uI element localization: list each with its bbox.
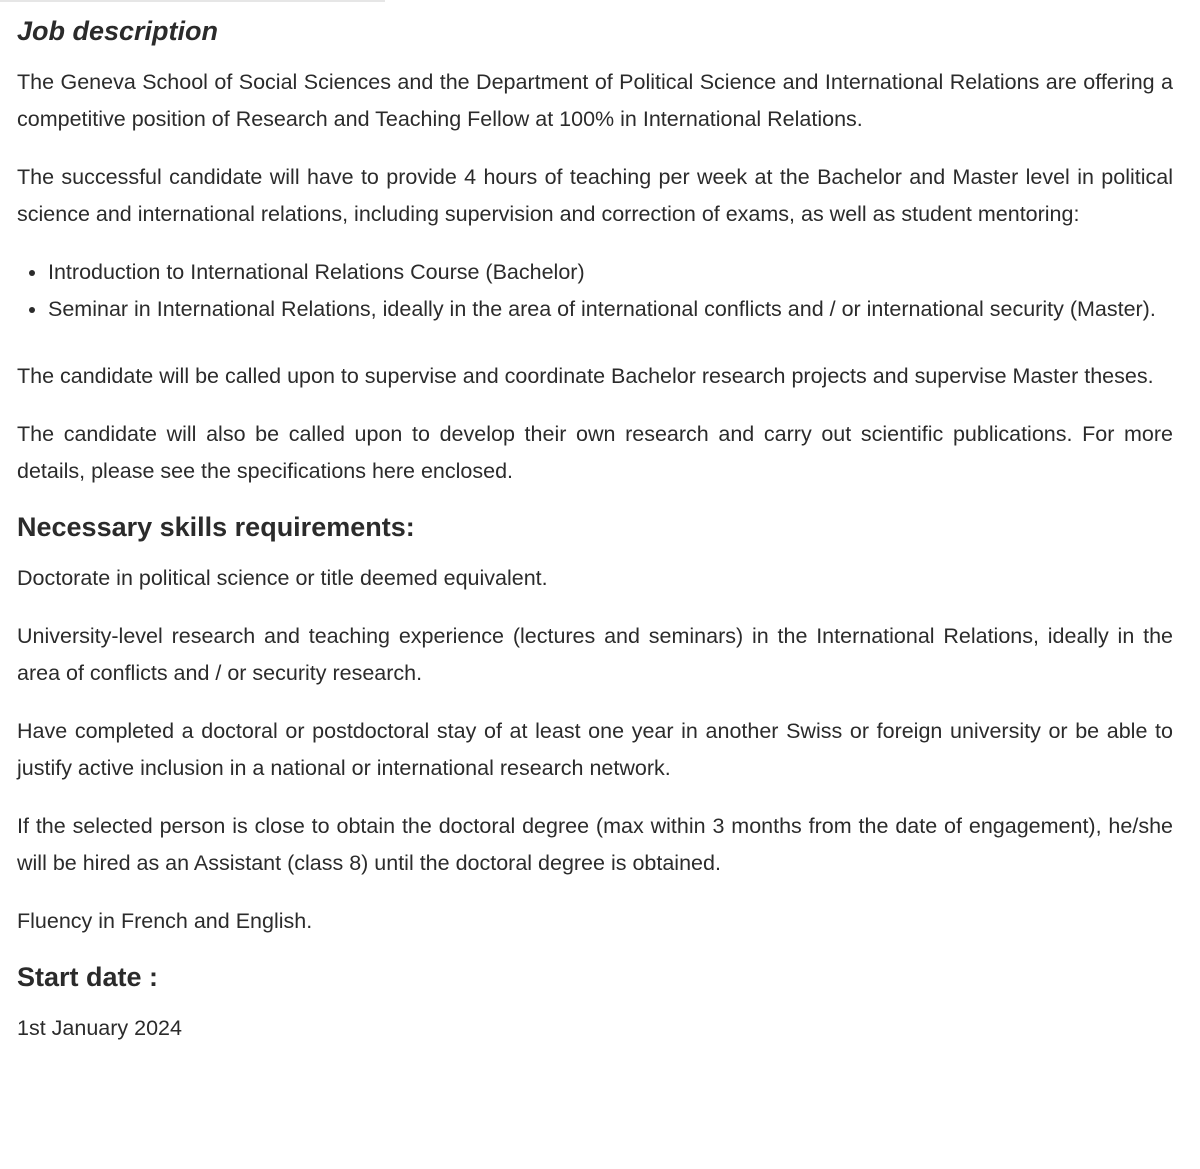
skill-mobility: Have completed a doctoral or postdoctoral stay of at least one year in another Swiss or foreign university or be able to justify active inclusion in a national or international research network. bbox=[17, 719, 1173, 780]
skills-heading: Necessary skills requirements: bbox=[17, 512, 415, 542]
job-posting-content bbox=[17, 14, 1173, 1047]
start-date-heading: Start date : bbox=[17, 962, 159, 992]
course-list bbox=[17, 254, 1173, 328]
skill-experience: University-level research and teaching experience (lectures and seminars) in the International Relations, ideally in the area of conflicts and / or security research. bbox=[17, 624, 1173, 685]
skill-doctorate: Doctorate in political science or title deemed equivalent. bbox=[17, 566, 548, 590]
start-date-value: 1st January 2024 bbox=[17, 1016, 182, 1040]
supervision-paragraph: The candidate will be called upon to supervise and coordinate Bachelor research projects and supervise Master theses. bbox=[17, 364, 1154, 388]
position-intro-paragraph: The Geneva School of Social Sciences and the Department of Political Science and International Relations are offering a competitive position of Research and Teaching Fellow at 100% in International Relations. bbox=[17, 70, 1173, 131]
job-description-heading: Job description bbox=[17, 16, 219, 46]
skill-languages: Fluency in French and English. bbox=[17, 909, 313, 933]
teaching-duties-paragraph: The successful candidate will have to provide 4 hours of teaching per week at the Bachelor and Master level in political science and international relations, including supervision and correction of exams, as well as student mentoring: bbox=[17, 165, 1173, 226]
course-list-item: • Seminar in International Relations, ideally in the area of international conflicts and / or international security (Master). bbox=[48, 291, 1173, 328]
research-paragraph: The candidate will also be called upon to develop their own research and carry out scientific publications. For more details, please see the specifications here enclosed. bbox=[17, 422, 1173, 483]
top-divider bbox=[0, 0, 385, 2]
skill-doctoral-degree: If the selected person is close to obtain the doctoral degree (max within 3 months from the date of engagement), he/she will be hired as an Assistant (class 8) until the doctoral degree is obtained. bbox=[17, 814, 1173, 875]
course-list-item: • Introduction to International Relations Course (Bachelor) bbox=[48, 254, 1173, 291]
